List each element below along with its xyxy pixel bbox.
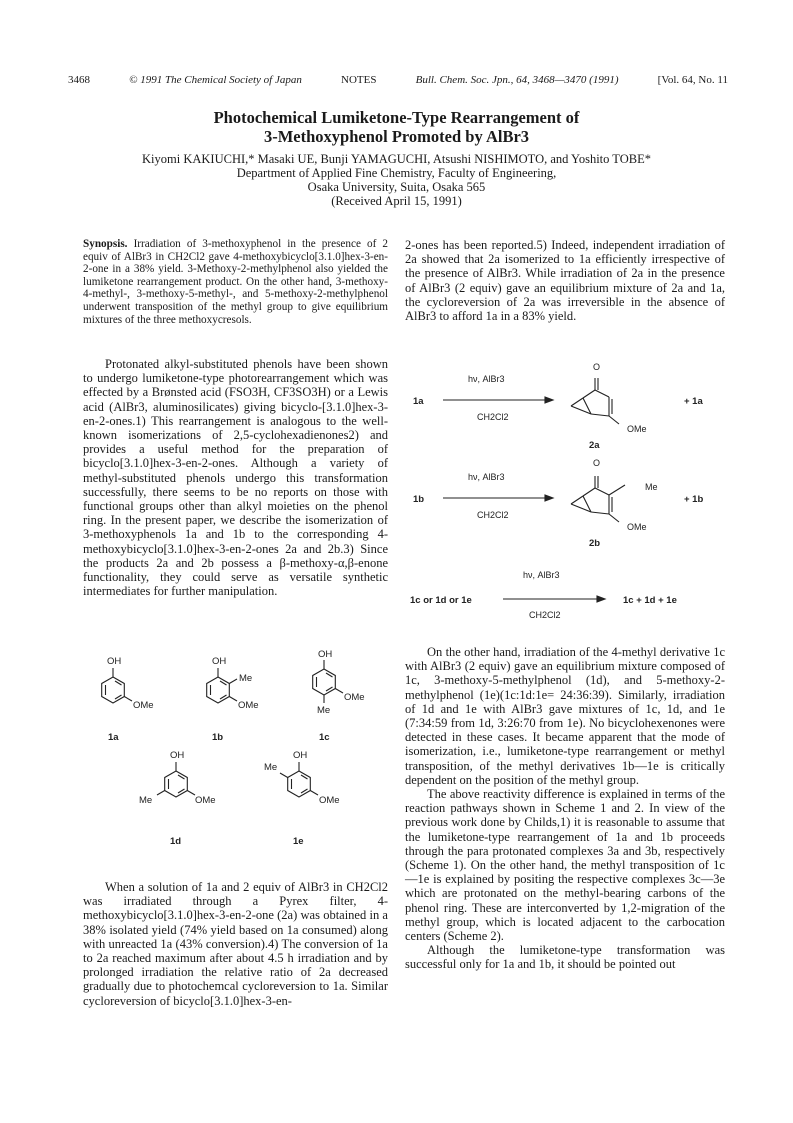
- synopsis-label: Synopsis.: [83, 238, 128, 250]
- r3-condition-top: hν, AlBr3: [523, 570, 560, 580]
- title-line-2: 3-Methoxyphenol Promoted by AlBr3: [263, 127, 530, 146]
- r3-condition-bottom: CH2Cl2: [529, 610, 561, 620]
- structure-1b: [207, 668, 237, 703]
- me-label-1c: Me: [317, 705, 331, 716]
- r1-o-label: O: [593, 362, 601, 372]
- volume-label: [Vol. 64, No. 11: [657, 74, 728, 86]
- r2-condition-top: hν, AlBr3: [468, 472, 505, 482]
- r2-o-label: O: [593, 458, 601, 468]
- r1-plus-label: + 1a: [684, 396, 703, 407]
- article-title: [0, 108, 793, 146]
- r1-condition-top: hν, AlBr3: [468, 374, 505, 384]
- structure-1d: [157, 762, 195, 797]
- compound-label-1b: 1b: [212, 732, 224, 743]
- left-column-upper: [83, 357, 388, 598]
- authors: Kiyomi KAKIUCHI,* Masaki UE, Bunji YAMAGUCHI, Atsushi NISHIMOTO, and Yoshito TOBE*: [142, 152, 651, 166]
- me-label-1e: Me: [264, 762, 278, 773]
- synopsis: [83, 238, 388, 326]
- r1-condition-bottom: CH2Cl2: [477, 412, 509, 422]
- left-column-lower: [83, 880, 388, 1008]
- paragraph-intro: Protonated alkyl-substituted phenols have been shown to undergo lumiketone-type photorearrangement which was effected by a Brønsted acid (FSO3H, CF3SO3H) or a Lewis acid (AlBr3, aluminosilicates) giving bicyclo-[3.1.0]hex-3-en-2-ones.1) This rearrangement is analogous to the well-known isomerizations of 2,5-cyclohexadienones2) and provides a useful method for the preparation of bicyclo[3.1.0]hex-3-en-2-ones. Although a variety of methyl-substituted phenols undergo this transformation successfully, there seems to be no reports on those with functional groups other than alkyl moieties on the phenol ring. In the present paper, we describe the isomerization of 3-methoxyphenols 1a and 1b to the corresponding 4-methoxybicyclo[3.1.0]hex-3-en-2-ones 2a and 2b.3) Since the products 2a and 2b possess a β-methoxy-α,β-enone functionality, they could serve as versatile synthetic intermediates for further manipulation.: [83, 357, 388, 599]
- r2-plus-label: + 1b: [684, 494, 704, 505]
- title-line-1: Photochemical Lumiketone-Type Rearrangement of: [213, 108, 580, 127]
- affiliation-line-2: Osaka University, Suita, Osaka 565: [307, 180, 486, 194]
- page-number: 3468: [68, 74, 90, 86]
- right-column-upper: [405, 238, 725, 323]
- compound-label-1e: 1e: [293, 836, 304, 847]
- phenol-structures-figure: [83, 648, 388, 858]
- right-column-lower: [405, 645, 725, 972]
- compound-label-1a: 1a: [108, 732, 119, 743]
- oh-label-1b: OH: [212, 656, 227, 667]
- oh-label-1c: OH: [318, 649, 333, 660]
- oh-label-1a: OH: [107, 656, 122, 667]
- r2-condition-bottom: CH2Cl2: [477, 510, 509, 520]
- r3-start-label: 1c or 1d or 1e: [410, 595, 472, 606]
- oh-label-1d: OH: [170, 750, 185, 761]
- received-date: (Received April 15, 1991): [331, 194, 462, 208]
- compound-label-1d: 1d: [170, 836, 182, 847]
- ome-label-1e: OMe: [319, 795, 340, 806]
- structure-2a: [571, 378, 619, 424]
- ome-label-1d: OMe: [195, 795, 216, 806]
- synopsis-text: Irradiation of 3-methoxyphenol in the presence of 2 equiv of AlBr3 in CH2Cl2 gave 4-methoxybicyclo[3.1.0]hex-3-en-2-one in a 38% yield. 3-Methoxy-2-methylphenol also yielded the lumiketone rearrangement product. On the other hand, 3-methoxy-4-methyl-, 3-methoxy-5-methyl-, and 5-methoxy-2-methylphenol underwent transposition of the methyl group to give equilibrium mixtures of the three methoxycresols.: [83, 238, 388, 326]
- structure-1a: [102, 668, 132, 703]
- r1-ome-label: OMe: [627, 424, 647, 434]
- paragraph-methyl-derivative: On the other hand, irradiation of the 4-methyl derivative 1c with AlBr3 (2 equiv) gave an equilibrium mixture composed of 1c, 3-methoxy-5-methylphenol (1d), and 5-methoxy-2-methylphenol (1e)(1c:1d:1e= 24:36:39). Similarly, irradiation of 1d and 1e with AlBr3 gave mixtures of 1c, 1d, and 1e (7:34:59 from 1d, 3:26:70 from 1e). No bicyclohexenones were detected in these cases. It became apparent that the mode of isomerization, i.e., lumiketone-type rearrangement or methyl transposition, of the methyl derivatives 1b—1e is critically dependent on the position of the methyl group.: [405, 645, 725, 787]
- r2-me-label: Me: [645, 482, 658, 492]
- paragraph-reaction-pathways: The above reactivity difference is explained in terms of the reaction pathways shown in Scheme 1 and 2. In view of the previous work done by Childs,1) it is reasonable to assume that the lumiketone-type rearrangement of 1a and 1b proceeds through the para protonated complexes 3a and 3b, respectively (Scheme 1). On the other hand, the methyl transposition of 1c—1e is explained by positing the respective complexes 3c—3e which are protonated on the methyl-bearing carbons of the phenol ring. These are interconverted by 1,2-migration of the methyl group, which is located adjacent to the carbocation centers (Scheme 2).: [405, 787, 725, 944]
- r2-start-label: 1b: [413, 494, 425, 505]
- compound-label-1c: 1c: [319, 732, 330, 743]
- r3-product-label: 1c + 1d + 1e: [623, 595, 677, 606]
- oh-label-1e: OH: [293, 750, 308, 761]
- structure-1e: [280, 762, 318, 797]
- reaction-scheme: [405, 362, 725, 637]
- ome-label-1a: OMe: [133, 700, 154, 711]
- r2-product-label: 2b: [589, 538, 601, 549]
- structure-2b: [571, 476, 625, 522]
- structure-1c: [313, 660, 343, 703]
- journal-citation: Bull. Chem. Soc. Jpn., 64, 3468—3470 (1991): [415, 74, 619, 86]
- running-header: [68, 74, 728, 86]
- ome-label-1c: OMe: [344, 692, 365, 703]
- r1-start-label: 1a: [413, 396, 424, 407]
- section-label: NOTES: [341, 74, 377, 86]
- r1-product-label: 2a: [589, 440, 600, 451]
- me-label-1b: Me: [239, 673, 253, 684]
- affiliation-line-1: Department of Applied Fine Chemistry, Faculty of Engineering,: [236, 166, 557, 180]
- r2-ome-label: OMe: [627, 522, 647, 532]
- author-block: [0, 152, 793, 208]
- paragraph-conclusion-start: Although the lumiketone-type transformation was successful only for 1a and 1b, it should be pointed out: [405, 943, 725, 972]
- me-label-1d: Me: [139, 795, 153, 806]
- copyright: © 1991 The Chemical Society of Japan: [129, 74, 302, 86]
- ome-label-1b: OMe: [238, 700, 259, 711]
- paragraph-irradiation: When a solution of 1a and 2 equiv of AlBr3 in CH2Cl2 was irradiated through a Pyrex filter, 4-methoxybicyclo[3.1.0]hex-3-en-2-one (2a) was obtained in a 38% isolated yield (74% yield based on 1a consumed) along with unreacted 1a (43% conversion).4) The conversion of 1a to 2a reached maximum after about 4.5 h irradiation and by prolonged irradiation the relative ratio of 2a decreased gradually due to photochemcal cycloreversion to 1a. Similar cycloreversion of bicyclo[3.1.0]hex-3-en-: [83, 880, 388, 1008]
- paragraph-cycloreversion: 2-ones has been reported.5) Indeed, independent irradiation of 2a showed that 2a isomerized to 1a efficiently irrespective of the presence of AlBr3. While irradiation of 2a in the presence of AlBr3 (2 equiv) gave an equilibrium mixture of 2a and 1a, the cycloreversion of 2a was irreversible in the absence of AlBr3 to afford 1a in a 83% yield.: [405, 238, 725, 324]
